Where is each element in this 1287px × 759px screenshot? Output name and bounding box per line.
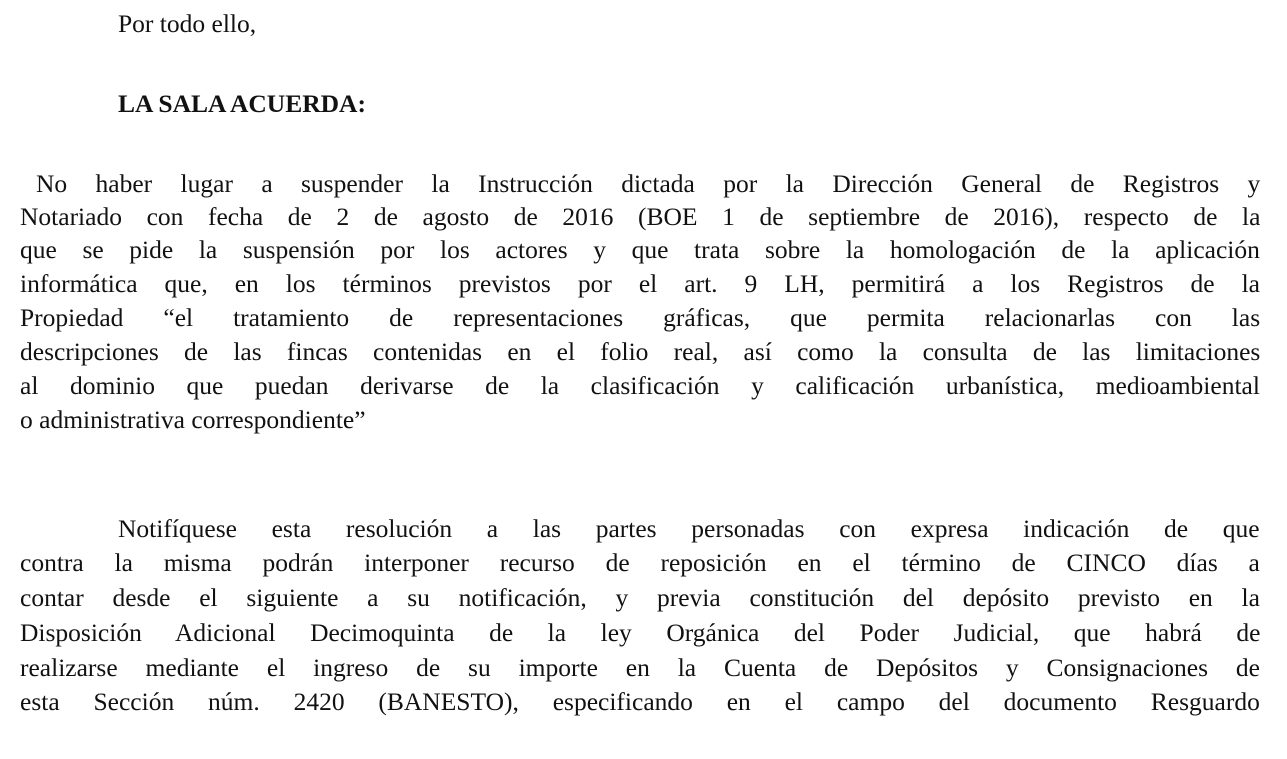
paragraph-line: o administrativa correspondiente” (20, 405, 366, 434)
paragraph-line: contar desde el siguiente a su notificación, y previa constitución del depósito previsto en la (20, 583, 1260, 612)
paragraph-line: esta Sección núm. 2420 (BANESTO), especificando en el campo del documento Resguardo (20, 687, 1260, 716)
intro-text: Por todo ello, (118, 9, 257, 38)
paragraph-line: descripciones de las fincas contenidas en el folio real, así como la consulta de las limitaciones (20, 337, 1261, 366)
paragraph-line: Propiedad “el tratamiento de representaciones gráficas, que permita relacionarlas con las (20, 303, 1261, 332)
paragraph-line: contra la misma podrán interponer recurso de reposición en el término de CINCO días a (20, 548, 1260, 577)
paragraph-line: informática que, en los términos previstos por el art. 9 LH, permitirá a los Registros de la (20, 269, 1260, 298)
paragraph-line: No haber lugar a suspender la Instrucción dictada por la Dirección General de Registros y (36, 169, 1261, 198)
paragraph-line: al dominio que puedan derivarse de la clasificación y calificación urbanística, medioambiental (20, 371, 1260, 400)
paragraph-line: Notifíquese esta resolución a las partes personadas con expresa indicación de que (118, 514, 1260, 543)
resolution-heading: LA SALA ACUERDA: (118, 89, 366, 118)
paragraph-line: realizarse mediante el ingreso de su importe en la Cuenta de Depósitos y Consignaciones de (20, 653, 1260, 682)
paragraph-line: que se pide la suspensión por los actores y que trata sobre la homologación de la aplicación (20, 235, 1260, 264)
paragraph-line: Disposición Adicional Decimoquinta de la ley Orgánica del Poder Judicial, que habrá de (20, 618, 1261, 647)
paragraph-line: Notariado con fecha de 2 de agosto de 2016 (BOE 1 de septiembre de 2016), respecto de la (20, 202, 1261, 231)
